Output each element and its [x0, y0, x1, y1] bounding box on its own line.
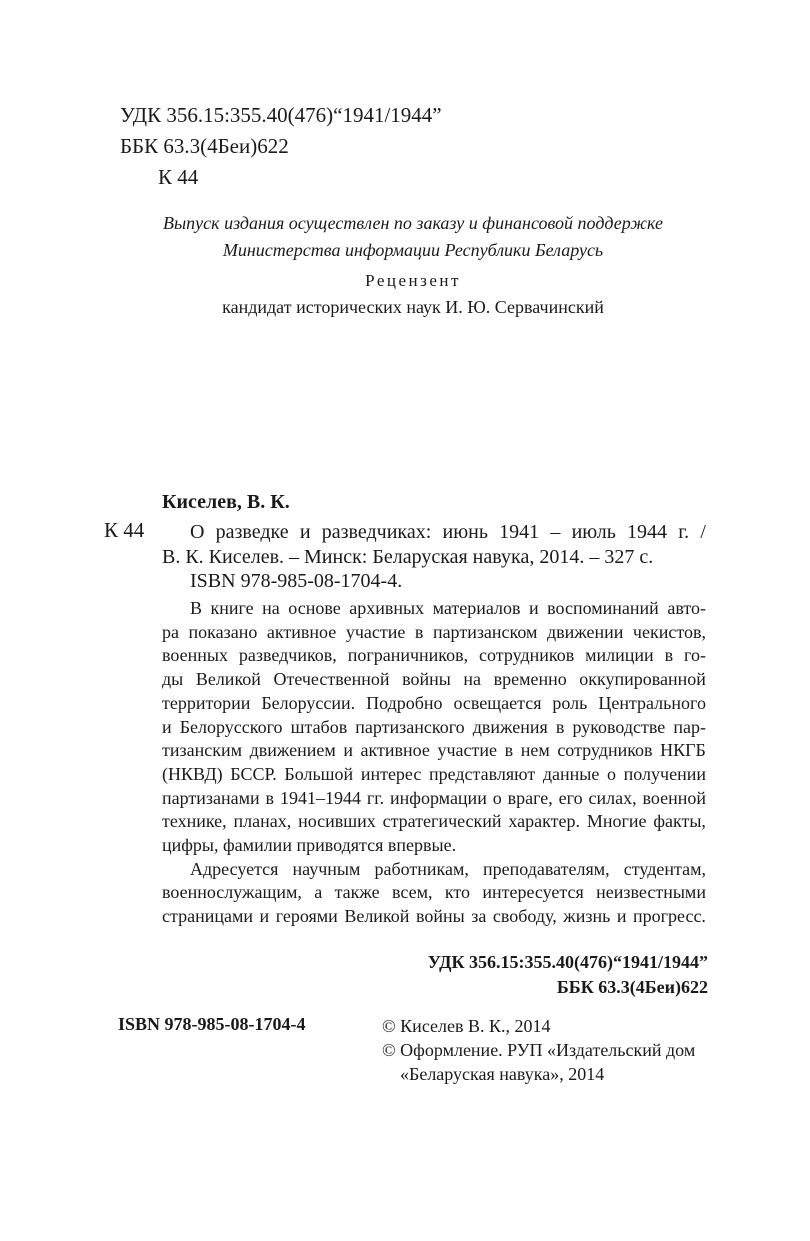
- abstract-word: активное: [266, 621, 337, 642]
- abstract-word: и: [259, 906, 270, 927]
- abstract-word: военнослужащим,: [162, 882, 302, 903]
- abstract-word: неизвестными: [596, 882, 706, 903]
- abstract-word: воспоминаний: [547, 598, 659, 618]
- abstract-line: [162, 716, 706, 740]
- abstract-word: его: [558, 787, 583, 808]
- abstract-word: сотрудников: [479, 645, 575, 666]
- top-classification-codes: [120, 100, 442, 193]
- abstract-word: показано: [188, 621, 258, 642]
- abstract-word: в: [265, 787, 275, 808]
- abstract-word: 1941–1944: [279, 787, 361, 808]
- abstract-word: представляют: [429, 763, 536, 784]
- abstract-word: активное: [360, 740, 430, 761]
- abstract-word: и: [529, 598, 539, 618]
- title-word: июль: [571, 521, 616, 543]
- abstract-word: Великой: [344, 906, 410, 927]
- abstract-word: на: [262, 598, 280, 618]
- abstract-word: интерес: [360, 763, 422, 784]
- abstract-word: всем,: [391, 882, 433, 903]
- catalog-title: [190, 518, 706, 546]
- abstract-word: руководстве: [572, 716, 666, 737]
- abstract-word: Подробно: [366, 692, 443, 713]
- abstract-word: Белоруссии.: [261, 692, 356, 713]
- catalog-class-mark: К 44: [104, 518, 145, 542]
- funding-note: [0, 210, 810, 264]
- funding-note-line: Выпуск издания осуществлен по заказу и финансовой поддержке: [162, 213, 663, 233]
- abstract-word: враге,: [507, 787, 553, 808]
- abstract-word: войны: [415, 906, 465, 927]
- abstract-word: о: [492, 787, 502, 808]
- abstract-word: участие: [437, 740, 498, 761]
- reviewer-name: кандидат исторических наук И. Ю. Сервачинский: [222, 297, 604, 317]
- abstract-word: Адресуется: [190, 858, 279, 879]
- abstract-line: [162, 692, 706, 716]
- abstract-word: Большой: [284, 763, 354, 784]
- abstract-word: партизанами: [162, 787, 260, 808]
- abstract-word: нем: [520, 740, 550, 761]
- copyright-block: [382, 1014, 695, 1086]
- abstract-word: стратегический: [382, 811, 502, 832]
- abstract-word: В: [190, 598, 203, 618]
- abstract-word: данные: [542, 763, 600, 784]
- abstract-word: героями: [275, 906, 338, 927]
- abstract-word: страницами: [162, 906, 253, 927]
- abstract-word: сотрудников: [557, 740, 653, 761]
- isbn-bold: ISBN 978-985-08-1704-4: [118, 1014, 306, 1034]
- udk-code: УДК 356.15:355.40(476)“1941/1944”: [120, 103, 442, 127]
- abstract-word: Центрального: [598, 692, 706, 713]
- copyright-line: © Киселев В. К., 2014: [382, 1016, 551, 1036]
- abstract-word: участие: [345, 621, 406, 642]
- abstract-word: военной: [642, 787, 706, 808]
- abstract-word: кто: [444, 882, 470, 903]
- copyright-line: «Беларуская навука», 2014: [400, 1064, 605, 1084]
- title-word: и: [299, 521, 311, 543]
- author-mark: К 44: [158, 165, 199, 189]
- abstract-word: Белорусского: [179, 716, 283, 737]
- abstract-line: [162, 881, 706, 905]
- abstract-line: [162, 739, 706, 763]
- abstract-word: роль: [552, 692, 588, 713]
- abstract-word: информации: [390, 787, 487, 808]
- abstract-word: преподавателям,: [482, 858, 610, 879]
- catalog-author: Киселев, В. К.: [162, 491, 290, 513]
- abstract-word: военных: [162, 645, 228, 666]
- title-word: г.: [678, 521, 690, 543]
- abstract-word: а: [314, 882, 323, 903]
- abstract-line: [162, 644, 706, 668]
- abstract-word: на: [463, 669, 482, 690]
- abstract-word: работникам,: [374, 858, 469, 879]
- abstract-word: пограничников,: [347, 645, 469, 666]
- abstract-line: [162, 668, 706, 692]
- abstract-word: тизанским: [162, 740, 242, 761]
- abstract-word: территории: [162, 692, 251, 713]
- abstract-word: в: [414, 621, 424, 642]
- abstract-line: [162, 858, 706, 882]
- abstract-word: ды: [162, 669, 184, 690]
- abstract-word: штабов: [290, 716, 348, 737]
- abstract-word: за: [471, 906, 487, 927]
- abstract-word: оккупированной: [579, 669, 706, 690]
- abstract-word: жизнь: [563, 906, 611, 927]
- abstract-word: в: [555, 716, 565, 737]
- title-word: О: [190, 521, 205, 543]
- catalog-isbn: ISBN 978-985-08-1704-4.: [190, 570, 403, 592]
- abstract-word: о: [607, 763, 617, 784]
- catalog-imprint: В. К. Киселев. – Минск: Беларуская навука, 2014. – 327 с.: [162, 546, 654, 568]
- abstract-word: Многие: [586, 811, 647, 832]
- reviewer-heading: Рецензент: [365, 271, 461, 290]
- abstract-word: интересуется: [482, 882, 584, 903]
- abstract-word: планах,: [233, 811, 292, 832]
- abstract-word: носивших: [298, 811, 376, 832]
- abstract-word: Великой: [195, 669, 261, 690]
- abstract-word: пар-: [673, 716, 706, 737]
- abstract-word: (НКВД): [162, 763, 223, 784]
- abstract: [162, 597, 706, 929]
- abstract-line: [162, 810, 706, 834]
- funding-note-line: Министерства информации Республики Беларусь: [222, 240, 604, 260]
- abstract-word: НКГБ: [660, 740, 706, 761]
- abstract-word: книге: [210, 598, 254, 618]
- abstract-word: ра: [162, 621, 179, 642]
- abstract-word: движения: [472, 716, 548, 737]
- abstract-word: научным: [292, 858, 361, 879]
- copyright-line: © Оформление. РУП «Издательский дом: [382, 1040, 696, 1060]
- abstract-word: и: [162, 716, 172, 737]
- abstract-line: [162, 763, 706, 787]
- bbk-code-bold: ББК 63.3(4Беи)622: [556, 977, 708, 997]
- abstract-word: войны: [402, 669, 451, 690]
- title-word: разведке: [215, 521, 289, 543]
- title-word: разведчиках:: [321, 521, 432, 543]
- abstract-word: и: [343, 740, 353, 761]
- abstract-word: гг.: [366, 787, 385, 808]
- abstract-word: движении: [546, 621, 624, 642]
- abstract-word: основе: [288, 598, 341, 618]
- title-word: –: [550, 521, 561, 543]
- abstract-word: временно: [493, 669, 567, 690]
- abstract-word: движением: [249, 740, 336, 761]
- abstract-word: БССР.: [230, 763, 277, 784]
- abstract-word: материалов: [432, 598, 521, 618]
- bbk-code: ББК 63.3(4Беи)622: [120, 134, 289, 158]
- abstract-line: [162, 621, 706, 645]
- abstract-word: прогресс.: [633, 906, 706, 927]
- abstract-word: технике,: [162, 811, 227, 832]
- abstract-word: го-: [684, 645, 706, 666]
- abstract-word: в: [504, 740, 514, 761]
- abstract-line: [162, 787, 706, 811]
- bottom-classification-codes: [300, 950, 708, 1000]
- abstract-word: силах,: [588, 787, 637, 808]
- abstract-word: также: [334, 882, 380, 903]
- abstract-word: милиции: [585, 645, 654, 666]
- abstract-word: партизанском: [432, 621, 538, 642]
- title-word: 1941: [499, 521, 540, 543]
- abstract-word: свободу,: [492, 906, 557, 927]
- abstract-word: и: [616, 906, 627, 927]
- abstract-word: Отечественной: [273, 669, 390, 690]
- abstract-word: получении: [623, 763, 706, 784]
- abstract-word: студентам,: [623, 858, 706, 879]
- title-word: /: [700, 521, 706, 543]
- abstract-word: чекистов,: [632, 621, 706, 642]
- abstract-line: [162, 597, 706, 621]
- abstract-word: в: [664, 645, 674, 666]
- abstract-word: характер.: [508, 811, 580, 832]
- title-word: 1944: [627, 521, 668, 543]
- title-word: июнь: [442, 521, 488, 543]
- abstract-word: разведчиков,: [238, 645, 337, 666]
- abstract-line: цифры, фамилии приводятся впервые.: [162, 835, 457, 856]
- abstract-word: партизанского: [355, 716, 465, 737]
- abstract-word: архивных: [349, 598, 425, 618]
- abstract-word: авто-: [667, 598, 706, 618]
- abstract-word: освещается: [453, 692, 542, 713]
- abstract-line: [162, 905, 706, 929]
- abstract-word: факты,: [653, 811, 706, 832]
- udk-code-bold: УДК 356.15:355.40(476)“1941/1944”: [427, 952, 708, 972]
